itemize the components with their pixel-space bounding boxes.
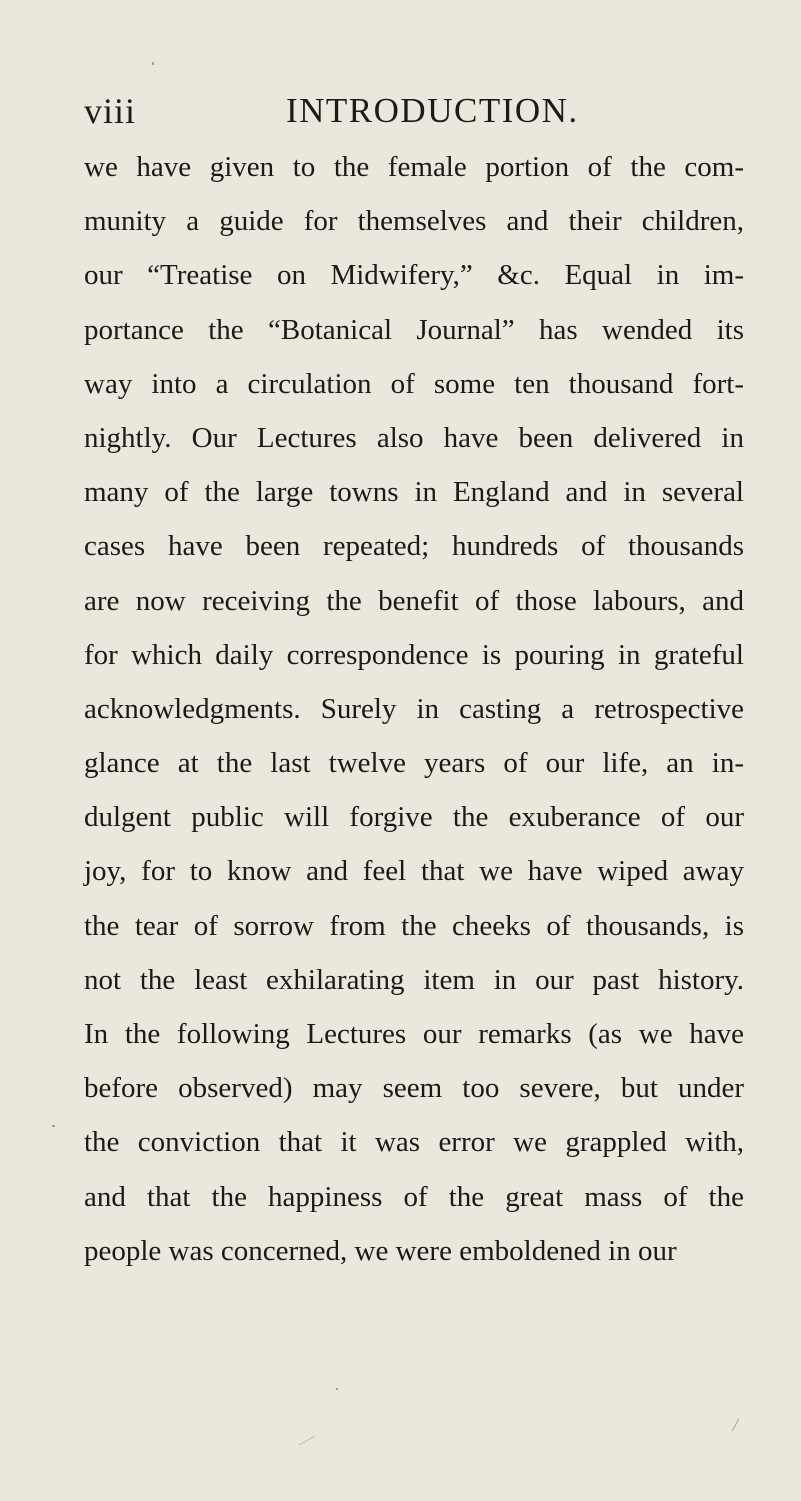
- text-line: we have given to the female portion of the com-: [84, 151, 744, 183]
- text-line: before observed) may seem too severe, but under: [84, 1072, 744, 1105]
- paper-speck: [152, 62, 154, 65]
- text-line: joy, for to know and feel that we have wiped away: [84, 855, 744, 888]
- text-line: not the least exhilarating item in our past history.: [84, 963, 744, 996]
- text-line: people was concerned, we were emboldened in our: [84, 1234, 677, 1267]
- text-line: are now receiving the benefit of those labours, and: [84, 584, 744, 617]
- running-head: [84, 86, 724, 136]
- text-line: glance at the last twelve years of our life, an in-: [84, 747, 744, 780]
- text-line: dulgent public will forgive the exuberance of our: [84, 801, 744, 834]
- text-line: nightly. Our Lectures also have been delivered in: [84, 421, 744, 454]
- text-line: many of the large towns in England and in several: [84, 476, 744, 509]
- page-number: viii: [84, 91, 137, 131]
- paper-speck: [336, 1388, 338, 1390]
- chapter-title: INTRODUCTION.: [286, 91, 579, 130]
- text-line: and that the happiness of the great mass of the: [84, 1180, 744, 1213]
- text-line: acknowledgments. Surely in casting a retrospective: [84, 692, 744, 725]
- text-line: munity a guide for themselves and their children,: [84, 205, 744, 238]
- paper-speck: [732, 1419, 739, 1432]
- text-line: cases have been repeated; hundreds of thousands: [84, 530, 744, 563]
- text-line: the tear of sorrow from the cheeks of thousands, is: [84, 909, 744, 942]
- paper-speck: [52, 1125, 55, 1127]
- paper-speck: [299, 1436, 315, 1446]
- text-line: the conviction that it was error we grappled with,: [84, 1126, 744, 1159]
- text-line: portance the “Botanical Journal” has wended its: [84, 313, 744, 346]
- text-line: In the following Lectures our remarks (as we have: [84, 1018, 744, 1050]
- body-text: [84, 140, 744, 1278]
- text-line: way into a circulation of some ten thousand fort-: [84, 367, 744, 400]
- text-line: for which daily correspondence is pouring in grateful: [84, 638, 744, 671]
- text-line: our “Treatise on Midwifery,” &c. Equal in im-: [84, 259, 744, 292]
